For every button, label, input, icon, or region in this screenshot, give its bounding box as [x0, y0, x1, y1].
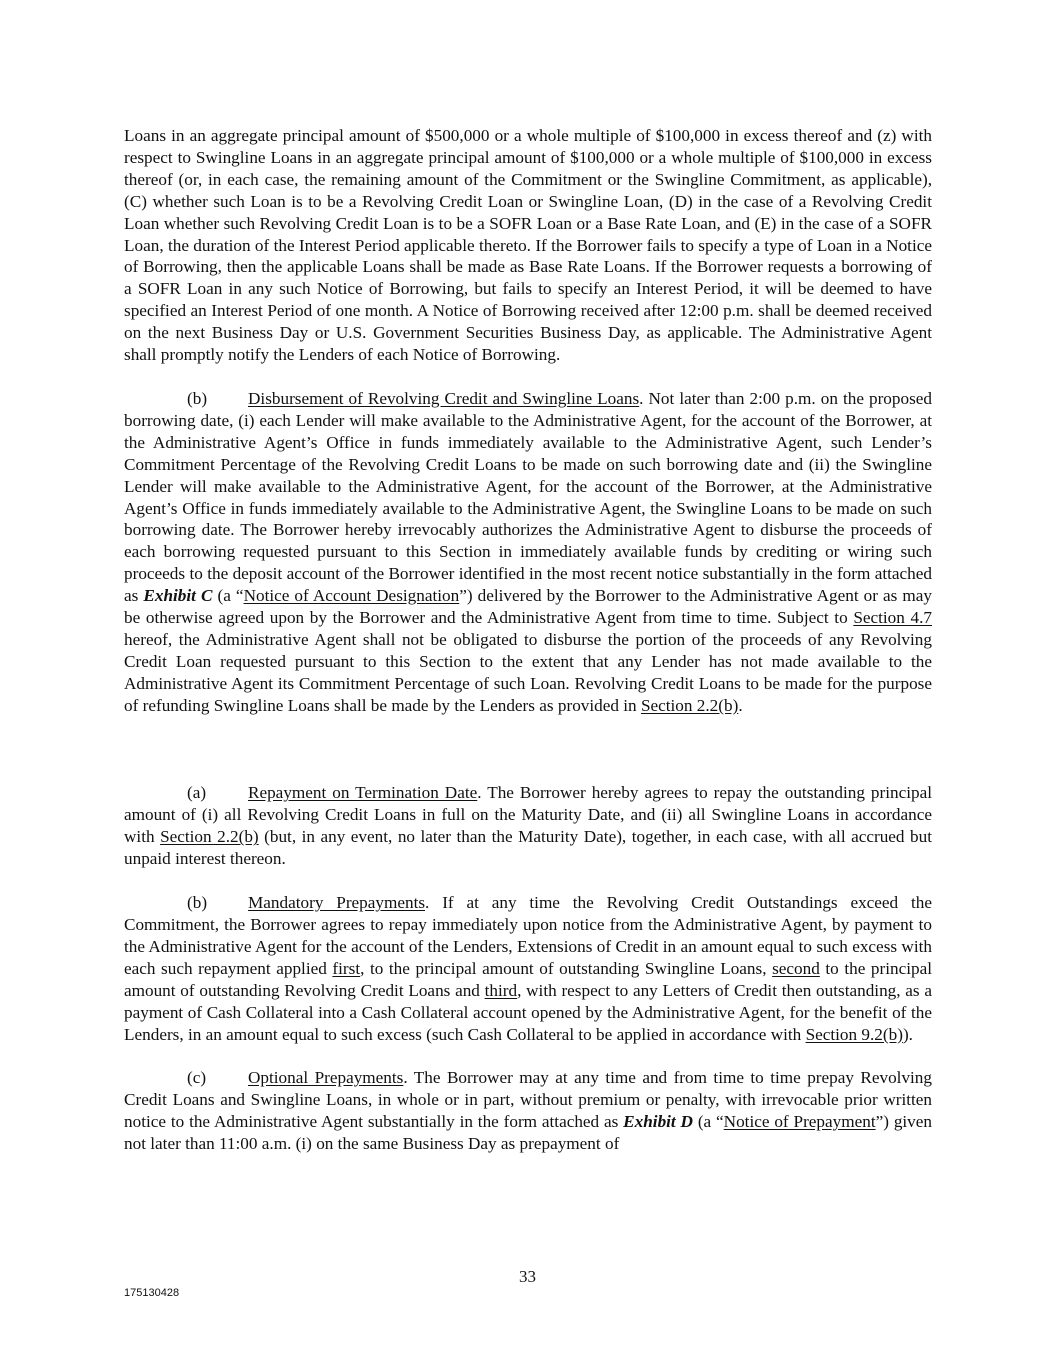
paragraph-text: Loans in an aggregate principal amount of $500,000 or a whole multiple of $100,000 in excess thereof and (z) with respect to Swingline Loans in an aggregate principal amount of $100,000 or a whole multiple of $100,000 in excess thereof (or, in each case, the remaining amount of the Commitment or the Swingline Commitment, as applicable), (C) whether such Loan is to be a Revolving Credit Loan or Swingline Loan, (D) in the case of a Revolving Credit Loan whether such Revolving Credit Loan is to be a SOFR Loan or a Base Rate Loan, and (E) in the case of a SOFR Loan, the duration of the Interest Period applicable thereto. If the Borrower fails to specify a type of Loan in a Notice of Borrowing, then the applicable Loans shall be made as Base Rate Loans. If the Borrower requests a borrowing of a SOFR Loan in any such Notice of Borrowing, but fails to specify an Interest Period, it will be deemed to have specified an Interest Period of one month. A Notice of Borrowing received after 12:00 p.m. shall be deemed received on the next Business Day or U.S. Government Securities Business Day, as applicable. The Administrative Agent shall promptly notify the Lenders of each Notice of Borrowing.: [124, 126, 932, 365]
clause-heading: Mandatory Prepayments: [248, 893, 426, 913]
defined-term: Notice of Account Designation: [243, 586, 460, 606]
paragraph-text: hereof, the Administrative Agent shall not be obligated to disburse the portion of the proceeds of any Revolving Credit Loan requested pursuant to this Section to the extent that any Lender has not made available to the Administrative Agent its Commitment Percentage of such Loan. Revolving Credit Loans to be made for the purpose of refunding Swingline Loans shall be made by the Lenders as provided in: [124, 629, 932, 715]
paragraph-text: , to the principal amount of outstanding Swingline Loans,: [360, 958, 773, 978]
paragraph-text: . The Borrower hereby agrees to repay the outstanding principal amount of (i) all Revolving Credit Loans in full on the Maturity Date, and (ii) all Swingline Loans in accordance with: [124, 783, 932, 847]
paragraph-text: to the principal amount of outstanding Revolving Credit Loans and: [124, 958, 932, 1000]
paragraph-notice-of-borrowing-cont: [124, 125, 932, 366]
paragraph-repayment: [124, 782, 932, 870]
clause-label: (b): [187, 388, 208, 408]
section-reference: Section 4.7: [853, 608, 932, 628]
paragraph-disbursement: [124, 388, 932, 717]
paragraph-text: .: [738, 695, 743, 715]
section-heading: [124, 739, 932, 761]
clause-heading: Optional Prepayments: [248, 1068, 404, 1088]
clause-heading: Repayment on Termination Date: [248, 783, 478, 803]
exhibit-reference: Exhibit D: [623, 1112, 693, 1132]
clause-label: (b): [187, 893, 208, 913]
section-reference: Section 9.2(b): [805, 1024, 903, 1044]
paragraph-text: (a “: [692, 1112, 724, 1132]
ordinal-term: first: [332, 958, 361, 978]
defined-term: Notice of Prepayment: [723, 1112, 876, 1132]
paragraph-text: . The Borrower may at any time and from time to time prepay Revolving Credit Loans and Swingline Loans, in whole or in part, without premium or penalty, with irrevocable prior written notice to the Administrative Agent substantially in the form attached as: [124, 1068, 932, 1132]
paragraph-text: ).: [902, 1024, 913, 1044]
paragraph-text: (but, in any event, no later than the Maturity Date), together, in each case, with all accrued but unpaid interest thereon.: [124, 827, 932, 869]
document-body: [124, 125, 932, 1155]
paragraph-text: ”) given not later than 11:00 a.m. (i) on the same Business Day as prepayment of: [124, 1112, 932, 1154]
clause-label: (a): [187, 783, 207, 803]
clause-label: (c): [187, 1068, 207, 1088]
exhibit-reference: Exhibit C: [143, 586, 213, 606]
paragraph-text: . Not later than 2:00 p.m. on the proposed borrowing date, (i) each Lender will make available to the Administrative Agent, for the account of the Borrower, at the Administrative Agent’s Office in funds immediately available to the Administrative Agent, such Lender’s Commitment Percentage of the Revolving Credit Loans to be made on such borrowing date and (ii) the Swingline Lender will make available to the Administrative Agent, for the account of the Borrower, at the Administrative Agent’s Office in funds immediately available to the Administrative Agent, the Swingline Loans to be made on such borrowing date. The Borrower hereby irrevocably authorizes the Administrative Agent to disburse the proceeds of each borrowing requested pursuant to this Section in immediately available funds by crediting or wiring such proceeds to the deposit account of the Borrower identified in the most recent notice substantially in the form attached as: [124, 388, 933, 606]
paragraph-mandatory-prepayments: [124, 892, 932, 1045]
document-id: 175130428: [124, 1287, 180, 1299]
paragraph-text: , with respect to any Letters of Credit then outstanding, as a payment of Cash Collateral into a Cash Collateral account opened by the Administrative Agent, for the benefit of the Lenders, in an amount equal to such excess (such Cash Collateral to be applied in accordance with: [124, 980, 932, 1044]
paragraph-optional-prepayments: [124, 1067, 932, 1155]
section-reference: Section 2.2(b): [640, 695, 739, 715]
paragraph-text: ”) delivered by the Borrower to the Administrative Agent or as may be otherwise agreed upon by the Borrower and the Administrative Agent from time to time. Subject to: [124, 586, 933, 628]
ordinal-term: third: [484, 980, 518, 1000]
clause-heading: Disbursement of Revolving Credit and Swingline Loans: [248, 388, 640, 408]
paragraph-text: . If at any time the Revolving Credit Outstandings exceed the Commitment, the Borrower agrees to repay immediately upon notice from the Administrative Agent, by payment to the Administrative Agent for the account of the Lenders, Extensions of Credit in an amount equal to such excess with each such repayment applied: [124, 893, 932, 978]
ordinal-term: second: [772, 958, 820, 978]
paragraph-text: (a “: [212, 586, 244, 606]
section-reference: Section 2.2(b): [160, 827, 259, 847]
page-number: 33: [519, 1267, 536, 1286]
